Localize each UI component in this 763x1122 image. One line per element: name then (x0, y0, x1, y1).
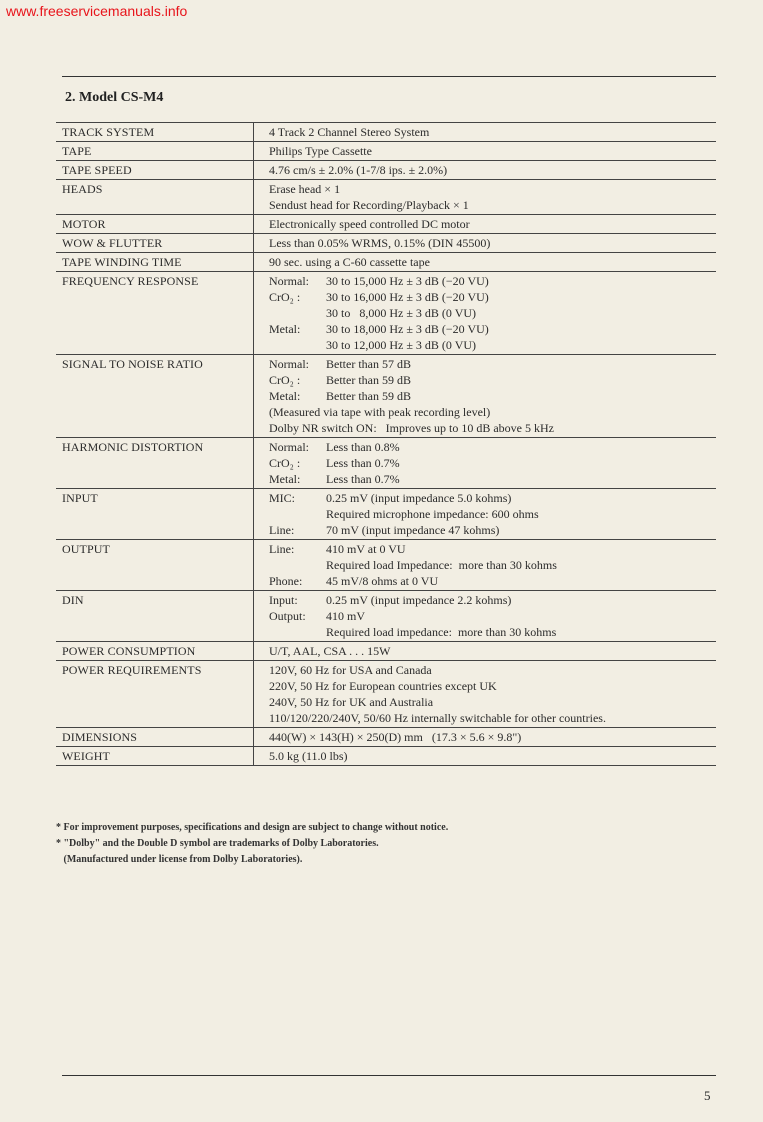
spec-value-text: 0.25 mV (input impedance 2.2 kohms) (326, 593, 512, 607)
spec-value-prefix: MIC: (269, 491, 296, 505)
spec-value (254, 642, 716, 660)
spec-label: TAPE (56, 142, 254, 160)
spec-value-line (269, 289, 716, 305)
spec-row (56, 234, 716, 253)
spec-value-text: 30 to 12,000 Hz ± 3 dB (0 VU) (326, 338, 477, 352)
spec-value-text: 30 to 16,000 Hz ± 3 dB (−20 VU) (326, 290, 489, 304)
spec-value (254, 123, 716, 141)
watermark-url: www.freeservicemanuals.info (6, 3, 188, 19)
spec-value-line (269, 624, 716, 640)
spec-value-text: 5.0 kg (11.0 lbs) (269, 749, 348, 763)
spec-value-prefix: Line: (269, 523, 295, 537)
spec-row (56, 540, 716, 591)
spec-value-text: Erase head × 1 (269, 182, 341, 196)
spec-value-line (269, 643, 716, 659)
spec-value-line (269, 305, 716, 321)
spec-value-text: 30 to 15,000 Hz ± 3 dB (−20 VU) (326, 274, 489, 288)
spec-value (254, 728, 716, 746)
spec-value-line (269, 254, 716, 270)
spec-value-prefix: Output: (269, 609, 306, 623)
spec-row (56, 215, 716, 234)
spec-row (56, 355, 716, 438)
spec-label: HARMONIC DISTORTION (56, 438, 254, 488)
spec-value-prefix: Phone: (269, 574, 303, 588)
spec-row (56, 253, 716, 272)
spec-value-line (269, 506, 716, 522)
spec-value-line (269, 592, 716, 608)
spec-label: TAPE SPEED (56, 161, 254, 179)
spec-value-text: Better than 57 dB (326, 357, 411, 371)
spec-value-prefix: Metal: (269, 389, 301, 403)
spec-value-text: Philips Type Cassette (269, 144, 372, 158)
spec-value-line (269, 471, 716, 487)
spec-value-line (269, 557, 716, 573)
spec-value-text: Dolby NR switch ON: Improves up to 10 dB above 5 kHz (269, 421, 554, 435)
spec-value-text: 70 mV (input impedance 47 kohms) (326, 523, 500, 537)
spec-value (254, 272, 716, 354)
spec-value (254, 661, 716, 727)
spec-value-line (269, 490, 716, 506)
spec-value (254, 142, 716, 160)
spec-row (56, 142, 716, 161)
spec-value-line (269, 710, 716, 726)
spec-value-line (269, 143, 716, 159)
spec-value-line (269, 162, 716, 178)
spec-value-text: Less than 0.7% (326, 456, 400, 470)
spec-value-line (269, 197, 716, 213)
spec-value-line (269, 541, 716, 557)
spec-value-text: (Measured via tape with peak recording level) (269, 405, 491, 419)
spec-label: SIGNAL TO NOISE RATIO (56, 355, 254, 437)
spec-row (56, 438, 716, 489)
spec-label: FREQUENCY RESPONSE (56, 272, 254, 354)
spec-row (56, 591, 716, 642)
spec-value-text: 440(W) × 143(H) × 250(D) mm (17.3 × 5.6 × 9.8") (269, 730, 522, 744)
spec-value-line (269, 337, 716, 353)
spec-value-line (269, 420, 716, 436)
spec-value-text: U/T, AAL, CSA . . . 15W (269, 644, 391, 658)
footnotes (56, 820, 448, 868)
spec-row (56, 728, 716, 747)
spec-value-text: 4.76 cm/s ± 2.0% (1-7/8 ips. ± 2.0%) (269, 163, 448, 177)
spec-value-text: 410 mV at 0 VU (326, 542, 406, 556)
spec-value-line (269, 216, 716, 232)
spec-value-text: 4 Track 2 Channel Stereo System (269, 125, 430, 139)
spec-label: DIN (56, 591, 254, 641)
spec-row (56, 180, 716, 215)
spec-value-text: Better than 59 dB (326, 389, 411, 403)
spec-value (254, 747, 716, 765)
spec-value-prefix: Normal: (269, 357, 309, 371)
spec-value-line (269, 388, 716, 404)
spec-value (254, 489, 716, 539)
spec-value-prefix: Normal: (269, 274, 309, 288)
spec-value (254, 234, 716, 252)
spec-value-prefix: CrO₂ : (269, 373, 301, 387)
spec-row (56, 161, 716, 180)
spec-value-text: 30 to 18,000 Hz ± 3 dB (−20 VU) (326, 322, 489, 336)
footnote-line: * For improvement purposes, specifications and design are subject to change without notice. (56, 822, 449, 833)
spec-label: POWER REQUIREMENTS (56, 661, 254, 727)
spec-value-prefix: Metal: (269, 322, 301, 336)
spec-value (254, 591, 716, 641)
bottom-divider (62, 1075, 716, 1076)
spec-value-text: Better than 59 dB (326, 373, 411, 387)
spec-label: MOTOR (56, 215, 254, 233)
spec-value-line (269, 356, 716, 372)
spec-value-line (269, 455, 716, 471)
spec-value-text: 0.25 mV (input impedance 5.0 kohms) (326, 491, 512, 505)
spec-value-line (269, 181, 716, 197)
spec-value-text: 220V, 50 Hz for European countries except UK (269, 679, 497, 693)
spec-value-text: Less than 0.8% (326, 440, 400, 454)
spec-label: OUTPUT (56, 540, 254, 590)
spec-value (254, 161, 716, 179)
spec-label: TRACK SYSTEM (56, 123, 254, 141)
spec-label: DIMENSIONS (56, 728, 254, 746)
spec-value-text: Sendust head for Recording/Playback × 1 (269, 198, 469, 212)
spec-value-text: 30 to 8,000 Hz ± 3 dB (0 VU) (326, 306, 477, 320)
spec-value (254, 253, 716, 271)
spec-row (56, 661, 716, 728)
spec-value-text: 120V, 60 Hz for USA and Canada (269, 663, 432, 677)
spec-value-prefix: Metal: (269, 472, 301, 486)
spec-value-line (269, 662, 716, 678)
spec-value-line (269, 729, 716, 745)
spec-value-text: 90 sec. using a C-60 cassette tape (269, 255, 430, 269)
spec-value (254, 438, 716, 488)
spec-value-text: Less than 0.7% (326, 472, 400, 486)
spec-value-text: Required load impedance: more than 30 kohms (326, 625, 557, 639)
spec-value (254, 355, 716, 437)
spec-row (56, 642, 716, 661)
spec-value-line (269, 124, 716, 140)
spec-value (254, 180, 716, 214)
footnote-line: * "Dolby" and the Double D symbol are trademarks of Dolby Laboratories. (56, 838, 379, 849)
spec-label: WOW & FLUTTER (56, 234, 254, 252)
spec-value-text: 240V, 50 Hz for UK and Australia (269, 695, 434, 709)
spec-row (56, 747, 716, 766)
spec-label: POWER CONSUMPTION (56, 642, 254, 660)
spec-value-text: 45 mV/8 ohms at 0 VU (326, 574, 439, 588)
spec-value (254, 540, 716, 590)
spec-row (56, 489, 716, 540)
spec-value-text: Required load Impedance: more than 30 kohms (326, 558, 557, 572)
spec-value-line (269, 273, 716, 289)
spec-value-prefix: Input: (269, 593, 298, 607)
spec-value-line (269, 573, 716, 589)
spec-value-prefix: Normal: (269, 440, 309, 454)
spec-value-text: Less than 0.05% WRMS, 0.15% (DIN 45500) (269, 236, 491, 250)
spec-label: WEIGHT (56, 747, 254, 765)
spec-value-line (269, 748, 716, 764)
spec-table (56, 122, 716, 766)
spec-value-line (269, 372, 716, 388)
spec-value-line (269, 235, 716, 251)
spec-row (56, 272, 716, 355)
spec-value-text: Electronically speed controlled DC motor (269, 217, 470, 231)
footnote-line: (Manufactured under license from Dolby Laboratories). (56, 854, 303, 865)
spec-label: TAPE WINDING TIME (56, 253, 254, 271)
spec-value-prefix: CrO₂ : (269, 456, 301, 470)
spec-value-prefix: Line: (269, 542, 295, 556)
spec-label: INPUT (56, 489, 254, 539)
top-divider (62, 76, 716, 77)
spec-value-line (269, 608, 716, 624)
spec-value-line (269, 522, 716, 538)
spec-value-line (269, 694, 716, 710)
spec-row (56, 123, 716, 142)
spec-value-line (269, 678, 716, 694)
section-title: 2. Model CS-M4 (65, 90, 164, 105)
spec-value-line (269, 404, 716, 420)
page-number: 5 (704, 1088, 711, 1103)
spec-value-text: 110/120/220/240V, 50/60 Hz internally switchable for other countries. (269, 711, 606, 725)
spec-value-text: 410 mV (326, 609, 365, 623)
spec-value-line (269, 321, 716, 337)
spec-value (254, 215, 716, 233)
spec-value-prefix: CrO₂ : (269, 290, 301, 304)
spec-value-text: Required microphone impedance: 600 ohms (326, 507, 539, 521)
spec-label: HEADS (56, 180, 254, 214)
spec-value-line (269, 439, 716, 455)
